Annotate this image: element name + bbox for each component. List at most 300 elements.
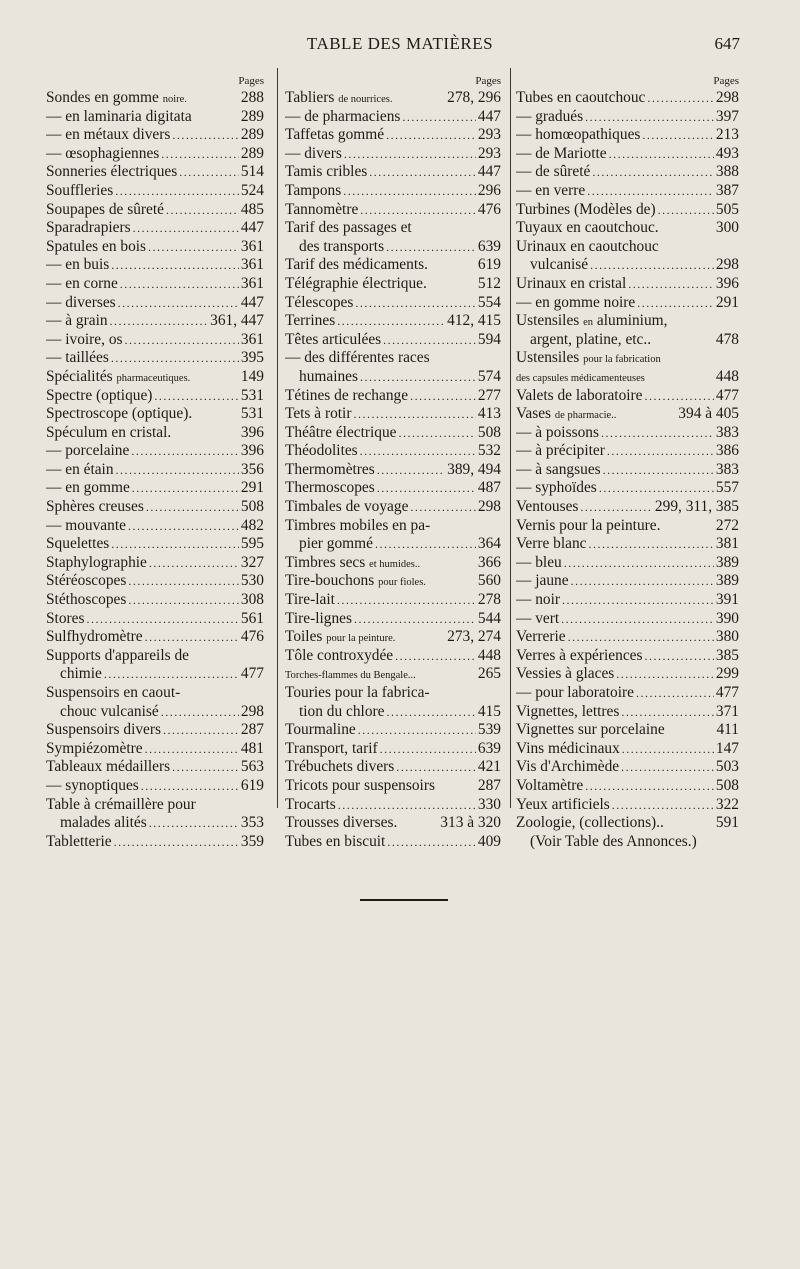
entry-label [285, 294, 353, 313]
index-entry [285, 163, 501, 182]
entry-label [516, 256, 588, 275]
entry-label [285, 703, 384, 722]
entry-text: Spatules en bois [46, 237, 147, 255]
dot-leader [369, 163, 476, 182]
entry-page-ref: 447 [477, 163, 501, 181]
entry-label [46, 740, 143, 759]
entry-text: Yeux artificiels [516, 795, 610, 813]
entry-text: — en étain [46, 460, 114, 478]
index-entry [285, 684, 501, 703]
entry-text: Table à crémaillère pour [46, 795, 196, 813]
entry-page-ref: 391 [715, 591, 739, 609]
entry-page-ref: 322 [715, 795, 739, 813]
entry-text: Taffetas gommé [285, 126, 385, 144]
entry-label [285, 238, 384, 257]
entry-text: — syphoïdes [516, 479, 597, 497]
dot-leader [642, 126, 714, 145]
entry-label [516, 442, 605, 461]
entry-text: Turbines (Modèles de) [516, 200, 656, 218]
dot-leader [402, 108, 476, 127]
entry-text: Tabletterie [46, 832, 112, 850]
entry-text: Télescopes [285, 293, 354, 311]
dot-leader [128, 572, 239, 591]
dot-leader [146, 498, 239, 517]
index-entry [516, 647, 739, 666]
entry-text: — en corne [46, 274, 118, 292]
entry-page-ref: 477 [715, 386, 739, 404]
entry-label [46, 461, 114, 480]
index-entry [46, 163, 264, 182]
entry-label [46, 349, 109, 368]
dot-leader [621, 758, 714, 777]
index-entry [46, 777, 264, 796]
index-entry [46, 647, 264, 666]
index-entry [516, 758, 739, 777]
entry-text: Urinaux en caoutchouc [516, 237, 659, 255]
entry-text: — ivoire, os [46, 330, 123, 348]
entry-page-ref: 273, 274 [447, 628, 501, 646]
dot-leader [601, 424, 714, 443]
entry-page-ref: 594 [477, 330, 501, 348]
entry-small-text: pour la fabrication [583, 354, 661, 366]
pages-header: Pages [475, 75, 501, 87]
entry-page-ref: 389, 494 [447, 460, 501, 478]
dot-leader [125, 331, 239, 350]
entry-small-text: pour la peinture. [326, 633, 396, 645]
entry-text: Squelettes [46, 535, 110, 553]
entry-page-ref: 278 [477, 591, 501, 609]
index-entry [285, 517, 501, 536]
index-entry [46, 275, 264, 294]
index-entry [46, 740, 264, 759]
index-entry [285, 461, 501, 480]
index-entry [285, 591, 501, 610]
entry-label [46, 517, 126, 536]
entry-page-ref: 478 [715, 330, 739, 348]
dot-leader [344, 145, 476, 164]
entry-text: Voltamètre [516, 776, 584, 794]
entry-label [516, 796, 610, 815]
entry-label [46, 201, 164, 220]
entry-label [516, 610, 559, 629]
dot-leader [637, 294, 714, 313]
entry-text: Théodolites [285, 442, 358, 460]
entry-page-ref: 383 [715, 423, 739, 441]
entry-text: — à poissons [516, 423, 599, 441]
index-entry [46, 554, 264, 573]
dot-leader [145, 628, 239, 647]
entry-page-ref: 265 [477, 665, 501, 683]
index-entry [46, 684, 264, 703]
index-entry [516, 349, 739, 368]
entry-label [46, 182, 113, 201]
entry-text: — bleu [516, 553, 562, 571]
entry-page-ref: 447 [240, 293, 264, 311]
entry-label [516, 554, 562, 573]
entry-text: Vases [516, 405, 552, 423]
entry-text: vulcanisé [530, 256, 589, 274]
index-column-2 [285, 76, 501, 851]
entry-page-ref: 330 [477, 795, 501, 813]
entry-small-text: de pharmacie.. [554, 410, 617, 422]
index-column-1 [46, 76, 264, 851]
entry-text: Spectroscope (optique). [46, 405, 193, 423]
entry-label [285, 424, 397, 443]
entry-page-ref: 383 [715, 460, 739, 478]
entry-text: Zoologie, (collections).. [516, 814, 664, 832]
entry-label [285, 758, 394, 777]
entry-label [516, 461, 601, 480]
dot-leader [580, 498, 653, 517]
entry-page-ref: 413 [477, 405, 501, 423]
entry-page-ref: 595 [240, 535, 264, 553]
dot-leader [120, 275, 239, 294]
dot-leader [571, 572, 714, 591]
entry-text: Verre blanc [516, 535, 587, 553]
entry-page-ref: 574 [477, 367, 501, 385]
dot-leader [585, 777, 714, 796]
entry-page-ref: 448 [715, 367, 739, 385]
index-entry [285, 758, 501, 777]
entry-text: — porcelaine [46, 442, 130, 460]
dot-leader [118, 294, 239, 313]
index-entry [46, 610, 264, 629]
index-entry [516, 461, 739, 480]
entry-label [516, 740, 620, 759]
entry-text: Sparadrapiers [46, 219, 131, 237]
index-entry [516, 145, 739, 164]
entry-label [285, 665, 478, 684]
entry-text: — taillées [46, 349, 109, 367]
entry-page-ref: 388 [715, 163, 739, 181]
dot-leader [161, 145, 239, 164]
index-entry [285, 201, 501, 220]
entry-label [516, 163, 590, 182]
index-entry [46, 479, 264, 498]
index-entry [516, 331, 739, 350]
entry-label [46, 665, 102, 684]
entry-page-ref: 447 [477, 107, 501, 125]
entry-text: Sondes en gomme [46, 89, 159, 106]
entry-label [516, 108, 583, 127]
entry-page-ref: 389 [715, 553, 739, 571]
index-entry [46, 721, 264, 740]
entry-text: Tabliers [285, 89, 335, 106]
index-entry [516, 479, 739, 498]
entry-text: tion du chlore [299, 702, 385, 720]
entry-label [516, 275, 626, 294]
dot-leader [616, 665, 714, 684]
entry-text-continued: aluminium, [596, 312, 668, 330]
entry-text: Tubes en caoutchouc [516, 89, 646, 106]
entry-label [46, 703, 159, 722]
dot-leader [645, 387, 714, 406]
entry-label [46, 572, 126, 591]
dot-leader [172, 758, 239, 777]
entry-page-ref: 557 [715, 479, 739, 497]
index-entry [46, 294, 264, 313]
entry-label [46, 331, 123, 350]
entry-label [46, 275, 118, 294]
entry-page-ref: 397 [715, 107, 739, 125]
dot-leader [386, 238, 476, 257]
entry-page-ref: 639 [477, 237, 501, 255]
entry-page-ref: 289 [240, 126, 264, 144]
index-entry [285, 554, 501, 573]
dot-leader [86, 610, 238, 629]
entry-page-ref: 327 [240, 553, 264, 571]
entry-page-ref: 530 [240, 572, 264, 590]
entry-text: Spécialités [46, 367, 113, 385]
entry-page-ref: 287 [477, 776, 501, 794]
dot-leader [110, 312, 209, 331]
entry-page-ref: 531 [240, 386, 264, 404]
index-entry [285, 796, 501, 815]
entry-label [285, 219, 501, 238]
dot-leader [395, 647, 476, 666]
entry-label [285, 796, 336, 815]
entry-text: Tarif des médicaments. [285, 256, 428, 274]
entry-page-ref: 396 [715, 274, 739, 292]
entry-text: Stéthoscopes [46, 591, 127, 609]
entry-text: Trocarts [285, 795, 336, 813]
entry-text: Vignettes, lettres [516, 702, 620, 720]
index-entry [285, 610, 501, 629]
dot-leader [132, 479, 239, 498]
index-entry [516, 572, 739, 591]
entry-page-ref: 390 [715, 609, 739, 627]
entry-page-ref: 396 [240, 442, 264, 460]
index-entry [46, 331, 264, 350]
dot-leader [658, 201, 714, 220]
entry-label [285, 145, 342, 164]
dot-leader [603, 461, 714, 480]
entry-label [46, 591, 126, 610]
entry-label [516, 312, 739, 331]
entry-text: Sympiézomètre [46, 739, 143, 757]
index-entry [516, 368, 739, 387]
index-entry [46, 349, 264, 368]
entry-label [46, 610, 84, 629]
index-entry [46, 442, 264, 461]
dot-leader [145, 740, 239, 759]
dot-leader [386, 703, 475, 722]
index-entry [46, 219, 264, 238]
entry-label [285, 517, 501, 536]
entry-label [516, 647, 642, 666]
index-entry [46, 182, 264, 201]
dot-leader [338, 796, 476, 815]
entry-page-ref: 356 [240, 460, 264, 478]
index-entry [285, 256, 501, 275]
entry-text: — à précipiter [516, 442, 605, 460]
dot-leader [644, 647, 713, 666]
index-entry [516, 163, 739, 182]
entry-page-ref: 554 [477, 293, 501, 311]
index-entry [46, 665, 264, 684]
entry-text: — de sûreté [516, 163, 591, 181]
dot-leader [154, 387, 238, 406]
entry-label [516, 219, 716, 238]
entry-label [516, 498, 578, 517]
entry-text: Vernis pour la peinture. [516, 516, 661, 534]
entry-label [285, 201, 358, 220]
entry-text: Tannomètre [285, 200, 359, 218]
index-entry [516, 721, 739, 740]
index-entry [46, 89, 264, 108]
entry-page-ref: 619 [477, 256, 501, 274]
dot-leader [587, 182, 714, 201]
dot-leader [360, 201, 476, 220]
index-entry [516, 405, 739, 424]
entry-page-ref: 371 [715, 702, 739, 720]
entry-text: — jaune [516, 572, 569, 590]
entry-label [46, 479, 130, 498]
dot-leader [561, 610, 714, 629]
entry-text: Transport, tarif [285, 739, 378, 757]
entry-page-ref: 289 [240, 144, 264, 162]
index-entry [285, 89, 501, 108]
index-entry [516, 535, 739, 554]
entry-label [285, 479, 375, 498]
entry-page-ref: 560 [477, 572, 501, 590]
index-entry [285, 312, 501, 331]
index-entry [516, 108, 739, 127]
entry-label [516, 424, 599, 443]
dot-leader [399, 424, 476, 443]
entry-small-text: et humides.. [369, 558, 421, 570]
index-entry [516, 219, 739, 238]
dot-leader [410, 387, 476, 406]
entry-text: Vessies à glaces [516, 665, 615, 683]
column-divider [277, 68, 278, 808]
entry-text: Sphères creuses [46, 498, 144, 516]
entry-page-ref: 287 [240, 721, 264, 739]
dot-leader [377, 461, 445, 480]
dot-leader [383, 331, 476, 350]
dot-leader [163, 721, 239, 740]
entry-page-ref: 514 [240, 163, 264, 181]
index-entry [46, 312, 264, 331]
dot-leader [111, 256, 239, 275]
entry-label [285, 163, 367, 182]
entry-label [285, 554, 478, 573]
entry-label [46, 387, 152, 406]
dot-leader [360, 368, 476, 387]
index-entry [285, 126, 501, 145]
entry-label [285, 126, 384, 145]
entry-text: Terrines [285, 312, 336, 330]
entry-label [285, 368, 358, 387]
entry-label [285, 387, 408, 406]
entry-page-ref: 299, 311, 385 [654, 498, 739, 516]
entry-page-ref: 447 [240, 219, 264, 237]
index-entry [285, 628, 501, 647]
entry-text: pier gommé [299, 535, 373, 553]
entry-text: Souffleries [46, 181, 114, 199]
entry-text: malades alités [60, 814, 147, 832]
entry-text: chimie [60, 665, 102, 683]
entry-label [516, 721, 716, 740]
entry-text: Vis d'Archimède [516, 758, 620, 776]
entry-label [285, 591, 335, 610]
entry-page-ref: 394 à 405 [678, 405, 739, 423]
entry-text: des transports [299, 237, 385, 255]
entry-page-ref: 361, 447 [210, 312, 264, 330]
index-entry [516, 424, 739, 443]
entry-text: Tourmaline [285, 721, 356, 739]
entry-label [516, 201, 656, 220]
entry-text: Timbres mobiles en pa- [285, 516, 431, 534]
dot-leader [622, 740, 714, 759]
index-entry [285, 182, 501, 201]
entry-label [46, 89, 241, 108]
entry-label [285, 256, 478, 275]
entry-page-ref: 639 [477, 739, 501, 757]
index-entry [285, 665, 501, 684]
entry-label [285, 572, 478, 591]
entry-page-ref: 476 [477, 200, 501, 218]
dot-leader [647, 89, 714, 108]
index-entry [46, 703, 264, 722]
entry-label [285, 721, 356, 740]
entry-label [516, 758, 619, 777]
dot-leader [133, 219, 239, 238]
entry-label [285, 777, 478, 796]
entry-page-ref: 477 [715, 684, 739, 701]
entry-label [516, 349, 739, 368]
entry-page-ref: 299 [715, 665, 739, 683]
entry-label [46, 108, 241, 127]
entry-label [516, 591, 560, 610]
entry-text: Timbres secs [285, 553, 366, 571]
entry-label [46, 312, 108, 331]
index-entry [46, 424, 264, 443]
entry-text: Suspensoirs en caout- [46, 684, 181, 701]
entry-text: Verrerie [516, 628, 566, 646]
dot-leader [172, 126, 239, 145]
dot-leader [131, 442, 239, 461]
entry-page-ref: 361 [240, 256, 264, 274]
entry-page-ref: 524 [240, 181, 264, 199]
entry-label [516, 387, 643, 406]
entry-text: Tampons [285, 181, 342, 199]
dot-leader [360, 442, 476, 461]
entry-page-ref: 531 [240, 405, 264, 423]
entry-page-ref: 508 [715, 776, 739, 794]
entry-label [46, 721, 161, 740]
entry-page-ref: 353 [240, 814, 264, 832]
dot-leader [111, 349, 239, 368]
entry-page-ref: 291 [240, 479, 264, 497]
entry-page-ref: 359 [240, 832, 264, 850]
dot-leader [148, 238, 239, 257]
entry-page-ref: 381 [715, 535, 739, 553]
entry-label [285, 461, 375, 480]
entry-label [516, 628, 566, 647]
pages-header: Pages [713, 75, 739, 87]
dot-leader [353, 405, 475, 424]
entry-text: Supports d'appareils de [46, 646, 189, 664]
entry-label [285, 628, 447, 647]
dot-leader [104, 665, 239, 684]
entry-label [46, 535, 109, 554]
entry-label [285, 275, 478, 294]
index-entry [516, 275, 739, 294]
entry-page-ref: 278, 296 [447, 89, 501, 106]
dot-leader [568, 628, 714, 647]
entry-label [46, 647, 264, 666]
